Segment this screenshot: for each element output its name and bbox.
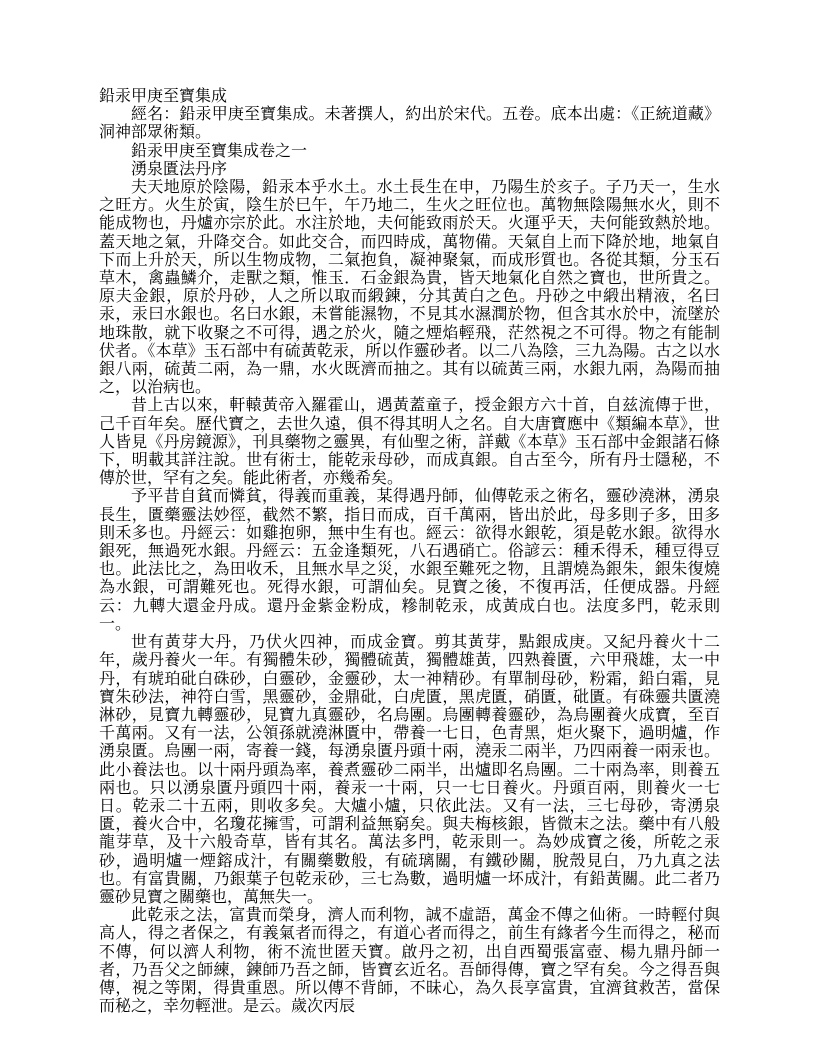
preface-heading: 湧泉匱法丹序 — [131, 160, 228, 178]
preface-paragraph-2: 昔上古以來，軒轅黃帝入羅霍山，遇黃蓋童子，授金銀方六十首，自兹流傳于世，己千百年矣。歷代寶之，去世久遠，俱不得其明人之名。自大唐寶應中《類編本草》，世人皆見《丹房鏡源》，刊具藥物之靈異，有仙聖之術，詳戴《本草》玉石部中金銀諸石條下，明載其詳注說。世有術士，能乾汞母砂，而成真銀。自古至今，所有丹士隱秘，不傳於世，罕有之矣。能此術者，亦幾希矣。 — [99, 397, 720, 488]
preface-paragraph-1: 夫天地原於陰陽，鉛汞本乎水土。水土長生在申，乃陽生於亥子。子乃天一，生水之旺方。火生於寅，陰生於巳午，午乃地二，生火之旺位也。萬物無陰陽無水火，則不能成物也，丹爐亦宗於此。水注於地，夫何能致雨於天。火運乎天，夫何能致熱於地。蓋天地之氣，升降交合。如此交合，而四時成，萬物備。天氣自上而下降於地，地氣自下而上升於天，所以生物成物，二氣抱負，凝神聚氣，而成形質也。各從其類，分玉石草木，禽蟲鱗介，走獸之類，惟玉．石金銀為貴，皆天地氣化自然之寶也，世所貴之。原夫金銀，原於丹砂，人之所以取而緞鍊，分其黃白之色。丹砂之中緞出精液，名曰汞，汞曰水銀也。名曰水銀，未嘗能濕物，不見其水濕潤於物，但含其水於中，流墜於地珠散，就下收聚之不可得，遇之於火，隨之煙焰輕飛，茫然視之不可得。物之有能制伏者。《本草》玉石部中有硫黃乾汞，所以作靈砂者。以二八為陰，三九為陽。古之以水銀八兩，硫黃二兩，為一鼎，水火既濟而抽之。其有以硫黃三兩，水銀九兩，為陽而抽之，以治病也。 — [99, 179, 720, 397]
volume-heading: 鉛汞甲庚至寶集成卷之一 — [131, 142, 308, 160]
preface-paragraph-3: 予平昔自貧而憐貧，得義而重義，某得遇丹師，仙傳乾汞之術名，靈砂澆淋，湧泉長生，匱藥靈法妙徑，截然不繁，指日而成，百千萬兩，皆出於此，母多則子多，田多則禾多也。丹經云：如雞抱卵，無中生有也。經云：欲得水銀乾，須是乾水銀。欲得水銀死，無過死水銀。丹經云：五金逢類死，八石遇硝亡。俗諺云：種禾得禾，種豆得豆也。此法比之，為田收禾，且無水旱之災，水銀至難死之物，且謂燒為銀朱，銀朱復燒為水銀，可謂難死也。死得水銀，可謂仙矣。見寶之後，不復再活，任便成器。丹經云：九轉大還金丹成。還丹金紫金粉成，糝制乾汞，成黃成白也。法度多門，乾汞則一。 — [99, 488, 720, 633]
scripture-note: 經名：鉛汞甲庚至寶集成。未著撰人，約出於宋代。五卷。底本出處：《正統道藏》洞神部眾術類。 — [99, 106, 720, 142]
preface-paragraph-5: 此乾汞之法，富貴而榮身，濟人而利物，誠不虛語，萬金不傳之仙術。一時輕付與高人，得之者保之，有義氣者而得之，有道心者而得之，前生有緣者今生而得之，秘而不傳，何以濟人利物，術不流世匿天寶。啟丹之初，出自西蜀張富壺、楊九鼎丹師一者，乃吾父之師練，鍊師乃吾之師，皆寶玄近名。吾師得傳，寶之罕有矣。今之得吾與傳，視之等閑，得貴重恩。所以傳不背師，不昧心，為久長享富貴，宜濟貧救苦，當保而秘之，幸勿輕泄。是云。歲次丙辰 — [99, 907, 720, 1016]
book-title: 鉛汞甲庚至寶集成 — [99, 88, 228, 105]
preface-paragraph-4: 世有黃芽大丹，乃伏火四神，而成金寶。剪其黃芽，點銀成庚。又紀丹養火十二年，歲丹養火一年。有獨體朱砂，獨體硫黃，獨體雄黃，四熟養匱，六甲飛雄，太一中丹，有琥珀砒白硃砂，白靈砂，金靈砂，太一神精砂。有單制母砂，粉霜，鉛白霜，見寶朱砂法，神符白雪，黑靈砂，金鼎砒，白虎匱，黑虎匱，硝匱，砒匱。有硃靈共匱澆淋砂，見寶九轉靈砂，見寶九真靈砂，名烏團。烏團轉養靈砂，為烏團養火成寶，至百千萬兩。又有一法，公領孫就澆淋匱中，帶養一七日，色青黑，炬火聚下，過明爐，作湧泉匱。烏團一兩，寄養一錢，每湧泉匱丹頭十兩，澆汞二兩半，乃四兩養一兩汞也。此小養法也。以十兩丹頭為率，養煮靈砂二兩半，出爐即名烏團。二十兩為率，則養五兩也。只以湧泉匱丹頭四十兩，養汞一十兩，只一七日養火。丹頭百兩，則養火一七日。乾汞二十五兩，則收多矣。大爐小爐，只依此法。又有一法，三七母砂，寄湧泉匱，養火合中，名瓊花擁雪，可謂利益無窮矣。與夫梅核銀，皆微末之法。藥中有八般龍芽草，及十六般奇草，皆有其名。萬法多門，乾汞則一。為妙成寶之後，所乾之汞砂，過明爐一煙鎔成汁，有關藥數般，有硫璃關，有鐵砂關，脫殼見白，乃九真之法也。有富貴關，乃銀葉子包乾汞砂，三七為數，過明爐一坏成汁，有鉛黃關。此二者乃靈砂見寶之關藥也，萬無失一。 — [99, 634, 720, 906]
document-text-block — [99, 88, 720, 1016]
